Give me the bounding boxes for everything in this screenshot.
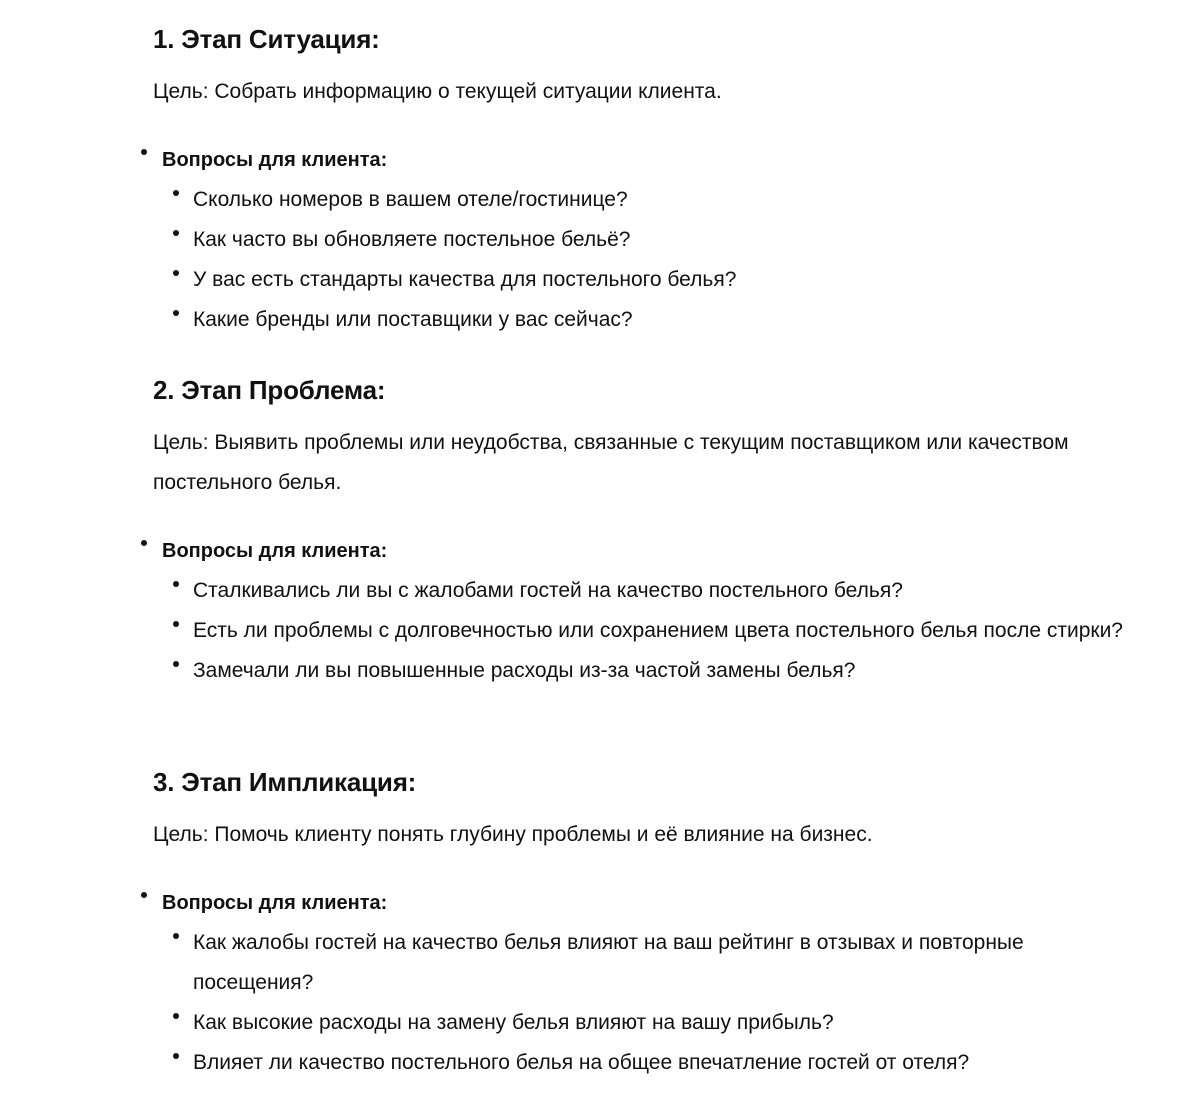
questions-label-item xyxy=(140,140,1140,180)
bullet-icon xyxy=(141,892,147,898)
sub-list xyxy=(140,180,1140,340)
questions-label-item xyxy=(140,531,1140,571)
list-item xyxy=(140,1043,1123,1083)
list-item xyxy=(140,611,1123,651)
bullet-icon xyxy=(173,1013,179,1019)
bullet-icon xyxy=(173,230,179,236)
questions-label-item xyxy=(140,883,1140,923)
bullet-icon xyxy=(141,149,147,155)
questions-label: Вопросы для клиента: xyxy=(162,540,388,562)
section-goal: Цель: Помочь клиенту понять глубину проблемы и её влияние на бизнес. xyxy=(153,823,873,846)
section-goal: Цель: Выявить проблемы или неудобства, связанные с текущим поставщиком или качеством постельного белья. xyxy=(153,431,1069,494)
list-item xyxy=(140,300,1123,340)
question-text: Влияет ли качество постельного белья на общее впечатление гостей от отеля? xyxy=(193,1051,970,1074)
sub-questions xyxy=(140,571,1140,691)
list-item xyxy=(140,180,1123,220)
list-item xyxy=(140,1003,1123,1043)
bullet-icon xyxy=(173,190,179,196)
section-goal: Цель: Собрать информацию о текущей ситуации клиента. xyxy=(153,80,722,103)
bullet-icon xyxy=(173,661,179,667)
question-text: У вас есть стандарты качества для постельного белья? xyxy=(193,268,737,291)
sub-list xyxy=(140,923,1140,1083)
bullet-icon xyxy=(173,310,179,316)
question-text: Сколько номеров в вашем отеле/гостинице? xyxy=(193,188,628,211)
bullet-icon xyxy=(173,581,179,587)
section-heading: 2. Этап Проблема: xyxy=(153,375,386,405)
bullet-icon xyxy=(173,933,179,939)
list-item xyxy=(140,571,1123,611)
question-text: Как часто вы обновляете постельное бельё? xyxy=(193,228,631,251)
question-text: Какие бренды или поставщики у вас сейчас? xyxy=(193,308,633,331)
question-text: Сталкивались ли вы с жалобами гостей на качество постельного белья? xyxy=(193,579,903,602)
section-heading: 1. Этап Ситуация: xyxy=(153,24,380,54)
questions-list xyxy=(140,883,1140,1083)
questions-label: Вопросы для клиента: xyxy=(162,892,388,914)
bullet-icon xyxy=(173,1053,179,1059)
list-item xyxy=(140,651,1123,691)
section-heading: 3. Этап Импликация: xyxy=(153,767,417,797)
list-item xyxy=(140,260,1123,300)
bullet-icon xyxy=(173,621,179,627)
questions-list xyxy=(140,140,1140,340)
question-text: Как высокие расходы на замену белья влияют на вашу прибыль? xyxy=(193,1011,834,1034)
question-text: Как жалобы гостей на качество белья влияют на ваш рейтинг в отзывах и повторные посещения? xyxy=(193,931,1024,994)
sub-list xyxy=(140,571,1140,691)
list-item xyxy=(140,220,1123,260)
bullet-icon xyxy=(173,270,179,276)
question-text: Есть ли проблемы с долговечностью или сохранением цвета постельного белья после стирки? xyxy=(193,619,1123,642)
list-item xyxy=(140,923,1123,1003)
bullet-icon xyxy=(141,540,147,546)
sub-questions xyxy=(140,180,1140,340)
questions-label: Вопросы для клиента: xyxy=(162,149,388,171)
question-text: Замечали ли вы повышенные расходы из-за частой замены белья? xyxy=(193,659,856,682)
questions-list xyxy=(140,531,1140,691)
sub-questions xyxy=(140,923,1140,1083)
